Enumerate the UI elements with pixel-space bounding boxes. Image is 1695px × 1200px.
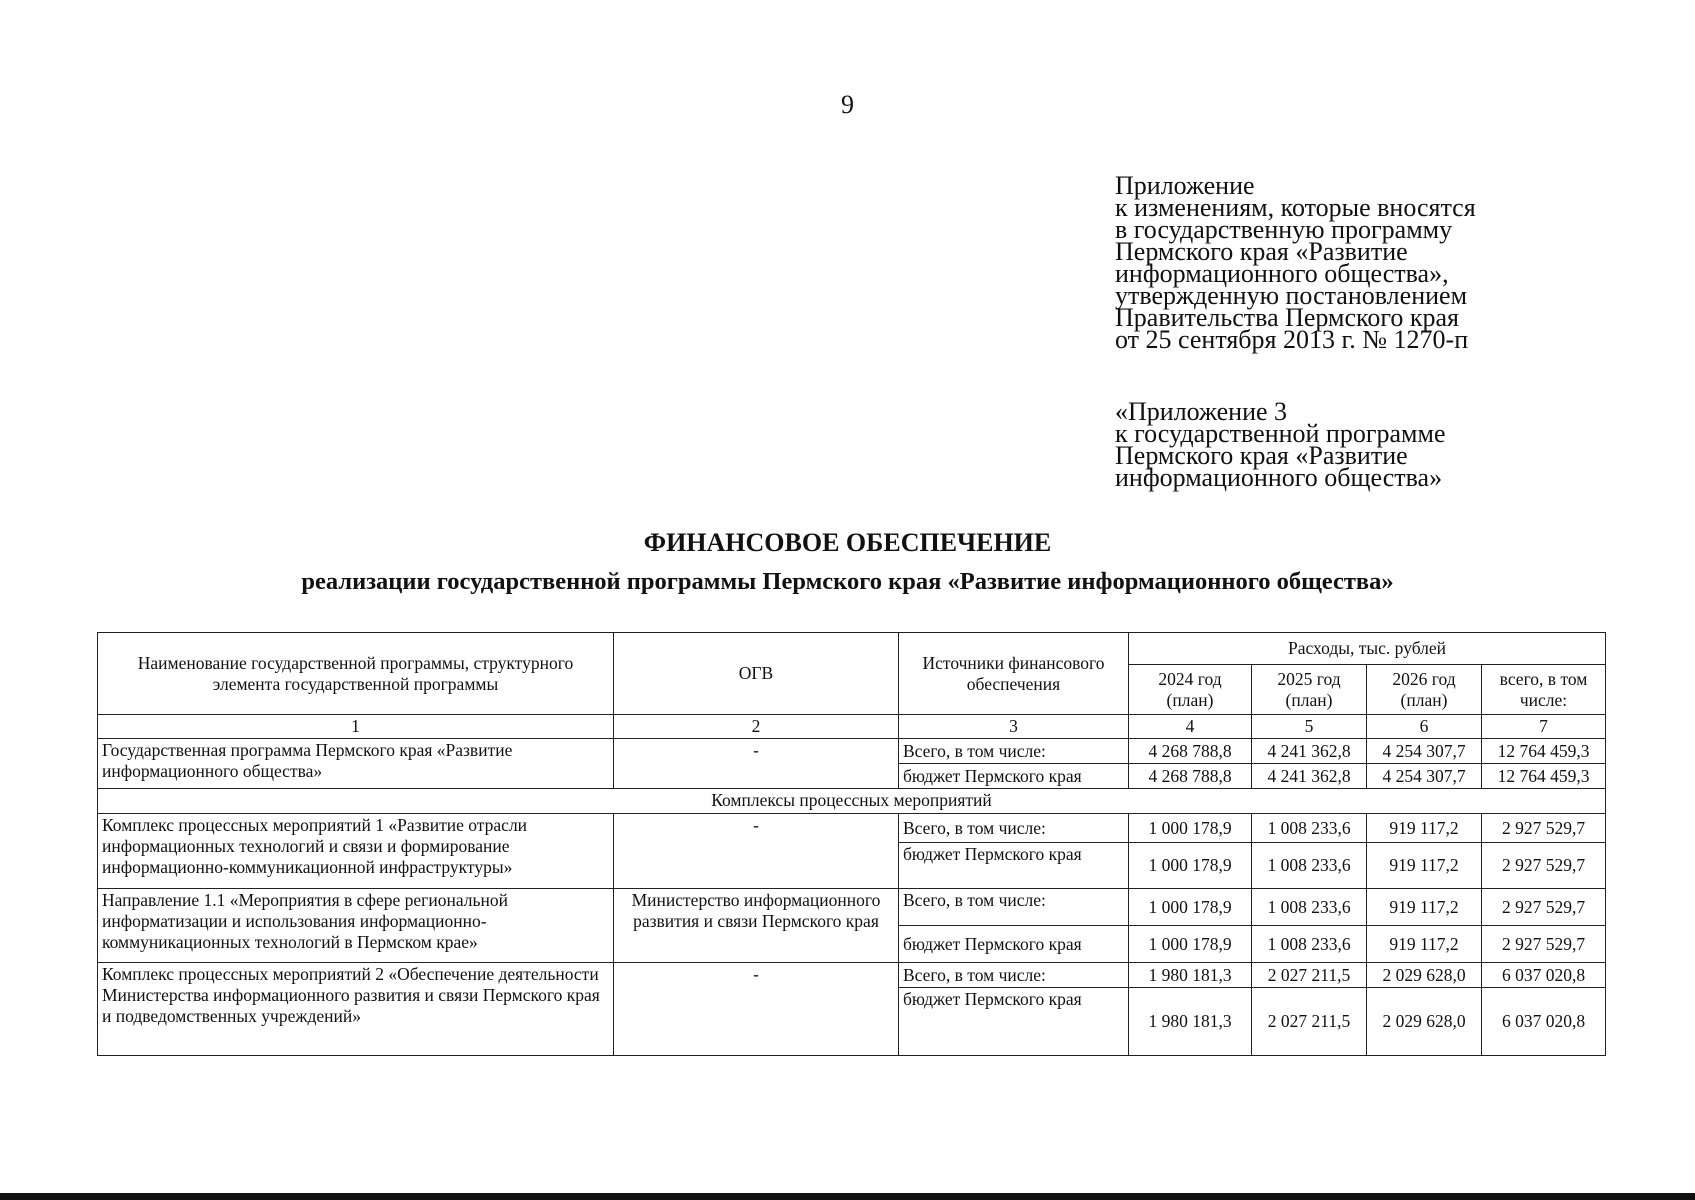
value-total: 2 927 529,7	[1482, 889, 1606, 926]
source-cell: бюджет Пермского края	[899, 764, 1129, 789]
value-2026: 919 117,2	[1367, 843, 1482, 889]
value-2024: 1 000 178,9	[1129, 926, 1252, 963]
direction11-name: Направление 1.1 «Мероприятия в сфере региональной информатизации и использования информационно-коммуникационных технологий в Пермском крае»	[98, 889, 614, 963]
value-total: 2 927 529,7	[1482, 814, 1606, 843]
header-2025: 2025 год (план)	[1252, 665, 1367, 715]
value-2025: 1 008 233,6	[1252, 843, 1367, 889]
source-cell: бюджет Пермского края	[899, 926, 1129, 963]
attachment-note	[1115, 171, 1476, 354]
table-row	[98, 814, 1606, 843]
value-total: 12 764 459,3	[1482, 764, 1606, 789]
page-number: 9	[841, 90, 854, 119]
value-total: 6 037 020,8	[1482, 963, 1606, 988]
value-2025: 2 027 211,5	[1252, 988, 1367, 1056]
attachment-line: к изменениям, которые вносятся	[1115, 193, 1476, 222]
section-label: Комплексы процессных мероприятий	[98, 789, 1606, 814]
attachment-line: Приложение	[1115, 171, 1255, 200]
source-cell: Всего, в том числе:	[899, 739, 1129, 764]
complex1-name: Комплекс процессных мероприятий 1 «Развитие отрасли информационных технологий и связи и формирование информационно-коммуникационной инфраструктуры»	[98, 814, 614, 889]
column-number: 7	[1482, 715, 1606, 739]
source-cell: бюджет Пермского края	[899, 843, 1129, 889]
value-2026: 919 117,2	[1367, 814, 1482, 843]
value-2026: 919 117,2	[1367, 926, 1482, 963]
column-number: 2	[614, 715, 899, 739]
value-2024: 4 268 788,8	[1129, 764, 1252, 789]
attachment-line: утвержденную постановлением	[1115, 281, 1468, 310]
value-2025: 2 027 211,5	[1252, 963, 1367, 988]
value-2024: 1 980 181,3	[1129, 988, 1252, 1056]
header-name: Наименование государственной программы, структурного элемента государственной программы	[98, 633, 614, 715]
appendix3-line: «Приложение 3	[1115, 397, 1288, 426]
appendix3-line: к государственной программе	[1115, 419, 1446, 448]
source-cell: бюджет Пермского края	[899, 988, 1129, 1056]
attachment-line: информационного общества»,	[1115, 259, 1449, 288]
value-2025: 4 241 362,8	[1252, 739, 1367, 764]
financing-table	[97, 632, 1606, 1056]
value-2025: 1 008 233,6	[1252, 814, 1367, 843]
value-total: 2 927 529,7	[1482, 843, 1606, 889]
value-2025: 1 008 233,6	[1252, 926, 1367, 963]
document-title: ФИНАНСОВОЕ ОБЕСПЕЧЕНИЕ	[643, 528, 1052, 557]
value-2026: 4 254 307,7	[1367, 764, 1482, 789]
value-2026: 2 029 628,0	[1367, 988, 1482, 1056]
table-row	[98, 963, 1606, 988]
value-2025: 1 008 233,6	[1252, 889, 1367, 926]
value-2025: 4 241 362,8	[1252, 764, 1367, 789]
value-2026: 919 117,2	[1367, 889, 1482, 926]
header-expenses: Расходы, тыс. рублей	[1129, 633, 1606, 665]
value-total: 6 037 020,8	[1482, 988, 1606, 1056]
header-ogv: ОГВ	[614, 633, 899, 715]
attachment-line: в государственную программу	[1115, 215, 1453, 244]
header-2026: 2026 год (план)	[1367, 665, 1482, 715]
column-numbers-row	[98, 715, 1606, 739]
value-total: 12 764 459,3	[1482, 739, 1606, 764]
program-ogv: -	[614, 739, 899, 789]
attachment-line: от 25 сентября 2013 г. № 1270-п	[1115, 325, 1469, 354]
attachment-line: Правительства Пермского края	[1115, 303, 1459, 332]
column-number: 6	[1367, 715, 1482, 739]
column-number: 3	[899, 715, 1129, 739]
value-2024: 1 000 178,9	[1129, 814, 1252, 843]
value-2024: 1 980 181,3	[1129, 963, 1252, 988]
column-number: 4	[1129, 715, 1252, 739]
section-row	[98, 789, 1606, 814]
table-row	[98, 739, 1606, 764]
appendix3-note	[1115, 397, 1446, 492]
value-2024: 4 268 788,8	[1129, 739, 1252, 764]
table-row	[98, 889, 1606, 926]
value-2026: 2 029 628,0	[1367, 963, 1482, 988]
source-cell: Всего, в том числе:	[899, 814, 1129, 843]
header-2024: 2024 год (план)	[1129, 665, 1252, 715]
header-sources: Источники финансового обеспечения	[899, 633, 1129, 715]
direction11-ogv: Министерство информационного развития и связи Пермского края	[614, 889, 899, 963]
complex2-ogv: -	[614, 963, 899, 1056]
column-number: 1	[98, 715, 614, 739]
document-subtitle: реализации государственной программы Пермского края «Развитие информационного общества»	[301, 568, 1394, 595]
appendix3-line: Пермского края «Развитие	[1115, 441, 1408, 470]
complex1-ogv: -	[614, 814, 899, 889]
value-total: 2 927 529,7	[1482, 926, 1606, 963]
source-cell: Всего, в том числе:	[899, 963, 1129, 988]
attachment-line: Пермского края «Развитие	[1115, 237, 1408, 266]
header-total: всего, в том числе:	[1482, 665, 1606, 715]
column-number: 5	[1252, 715, 1367, 739]
scan-edge-bar	[0, 1193, 1695, 1200]
value-2026: 4 254 307,7	[1367, 739, 1482, 764]
value-2024: 1 000 178,9	[1129, 889, 1252, 926]
value-2024: 1 000 178,9	[1129, 843, 1252, 889]
program-name: Государственная программа Пермского края «Развитие информационного общества»	[98, 739, 614, 789]
appendix3-line: информационного общества»	[1115, 463, 1443, 492]
complex2-name: Комплекс процессных мероприятий 2 «Обеспечение деятельности Министерства информационного развития и связи Пермского края и подведомственных учреждений»	[98, 963, 614, 1056]
source-cell: Всего, в том числе:	[899, 889, 1129, 926]
